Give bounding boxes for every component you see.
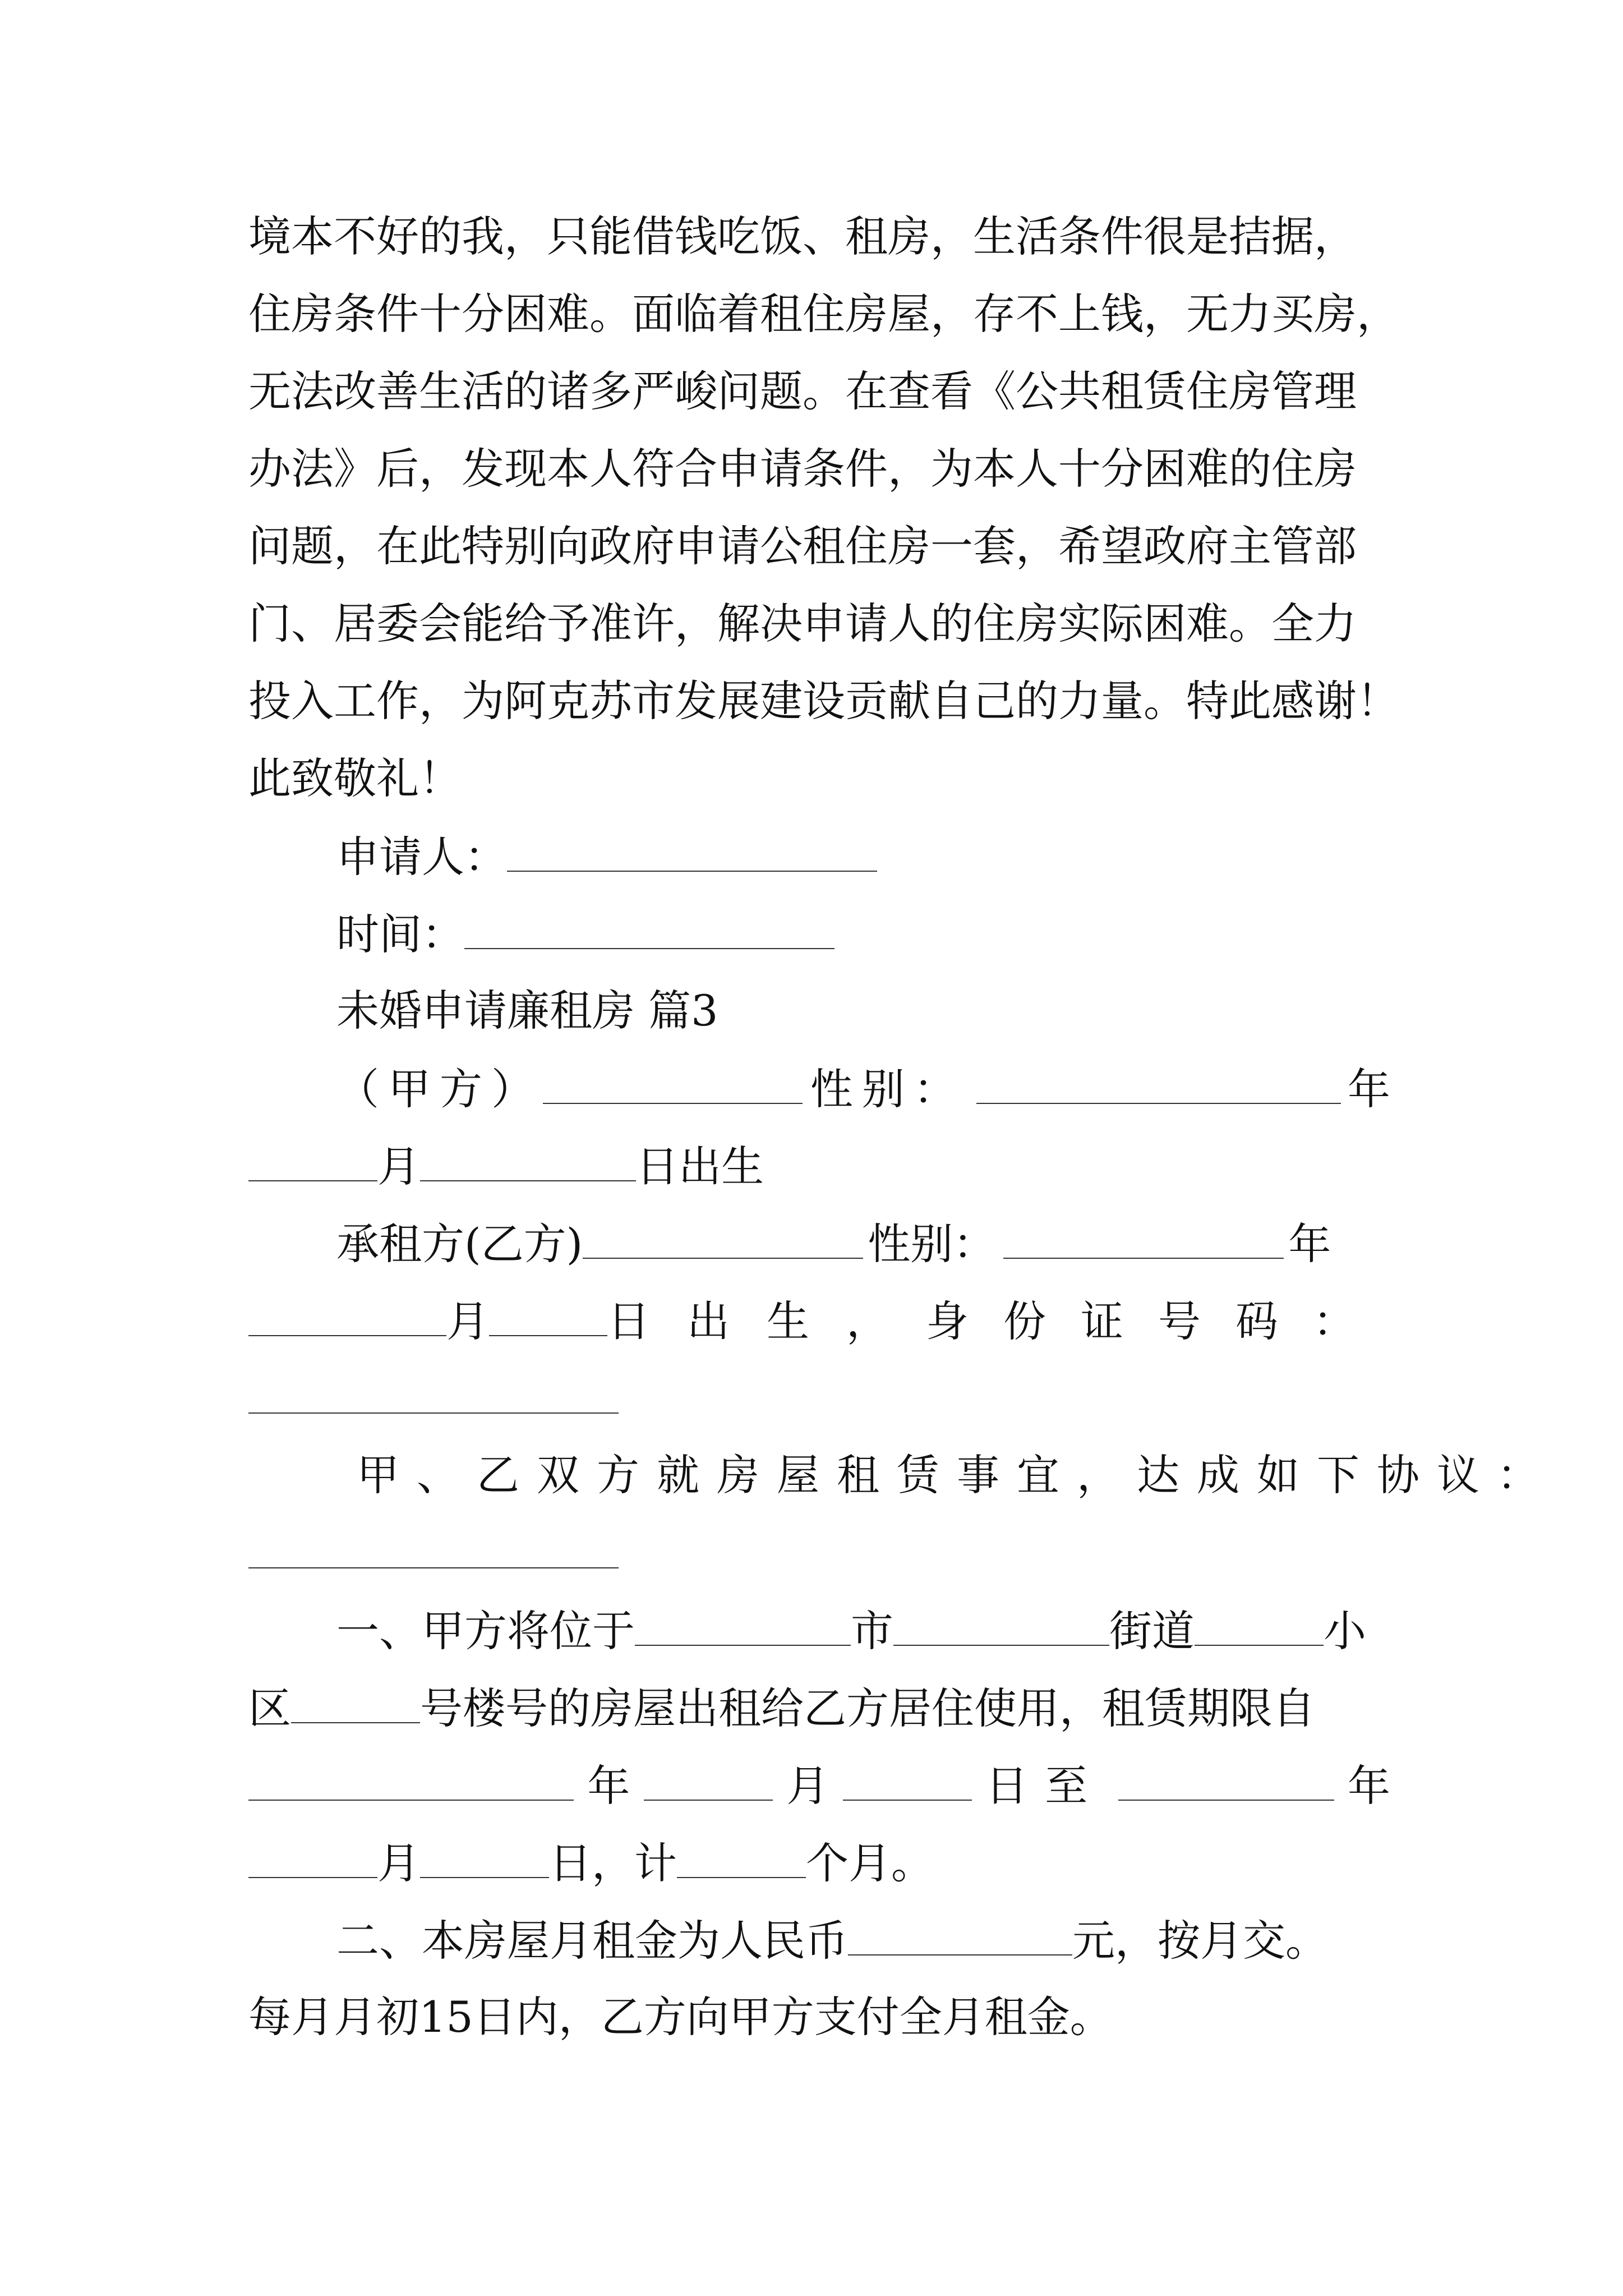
start-month-blank[interactable] <box>644 1757 773 1801</box>
party-a-label: （甲方） <box>336 1064 543 1114</box>
paragraph-line-7: 投入工作，为阿克苏市发展建设贡献自己的力量。特此感谢！ <box>248 676 1399 726</box>
applicant-row <box>336 828 1390 884</box>
id-label: 身份证号码： <box>926 1296 1390 1346</box>
xiao-char: 小 <box>1324 1606 1366 1656</box>
end-year-label: 年 <box>1347 1761 1390 1811</box>
months-count-blank[interactable] <box>677 1834 806 1878</box>
city-blank[interactable] <box>635 1602 851 1646</box>
end-month-label: 月 <box>377 1838 420 1888</box>
clause1-row-1 <box>336 1602 1390 1658</box>
city-label: 市 <box>851 1606 893 1656</box>
months-label: 个月。 <box>806 1838 934 1888</box>
month-label-a: 月 <box>377 1142 420 1191</box>
clause1-intro: 一、甲方将位于 <box>336 1606 635 1656</box>
date-row <box>336 905 1390 961</box>
id-number-blank[interactable] <box>248 1370 619 1414</box>
born-label-b: 日出生， <box>607 1296 926 1346</box>
clause1-row-4 <box>248 1834 1390 1890</box>
building-blank[interactable] <box>291 1680 420 1723</box>
month-label-b: 月 <box>446 1296 490 1346</box>
date-label: 时间： <box>336 909 464 959</box>
clause2-unit: 元，按月交。 <box>1072 1916 1328 1966</box>
agreement-blank-row <box>248 1525 1390 1581</box>
party-a-month-blank[interactable] <box>248 1138 377 1181</box>
clause2-row-2: 每月月初15日内，乙方向甲方支付全月租金。 <box>248 1992 1113 2042</box>
gender-label-a: 性别： <box>810 1064 965 1114</box>
party-a-birth-row <box>248 1138 1390 1194</box>
paragraph-line-1: 境本不好的我，只能借钱吃饭、租房，生活条件很是拮据， <box>248 211 1357 261</box>
clause1-body: 号楼号的房屋出租给乙方居住使用，租赁期限自 <box>420 1683 1315 1733</box>
agreement-blank[interactable] <box>248 1525 619 1568</box>
clause1-row-3 <box>248 1757 1390 1813</box>
agreement-intro: 甲、乙双方就房屋租赁事宜，达成如下协议： <box>357 1450 1557 1500</box>
id-blank-row <box>248 1370 1390 1426</box>
year-label-b: 年 <box>1288 1219 1331 1269</box>
party-a-row <box>336 1060 1390 1116</box>
party-b-month-blank[interactable] <box>248 1292 446 1336</box>
clause2-row-1 <box>336 1912 1390 1968</box>
street-label: 街道 <box>1109 1606 1195 1656</box>
total-label: 日，计 <box>549 1838 677 1888</box>
rent-amount-blank[interactable] <box>848 1912 1072 1955</box>
to-label: 日至 <box>985 1761 1105 1811</box>
end-year-blank[interactable] <box>1118 1757 1334 1801</box>
party-b-gender-blank[interactable] <box>1003 1215 1284 1259</box>
party-b-row <box>336 1215 1390 1271</box>
applicant-blank[interactable] <box>507 828 877 872</box>
paragraph-line-6: 门、居委会能给予准许，解决申请人的住房实际困难。全力 <box>248 599 1357 648</box>
date-blank[interactable] <box>464 905 834 949</box>
street-blank[interactable] <box>893 1602 1109 1646</box>
party-b-name-blank[interactable] <box>583 1215 863 1259</box>
start-month-label: 月 <box>786 1761 829 1811</box>
party-b-label: 承租方(乙方) <box>336 1219 583 1269</box>
paragraph-line-2: 住房条件十分困难。面临着租住房屋，存不上钱，无力买房， <box>248 289 1399 339</box>
clause1-row-2 <box>248 1680 1390 1736</box>
party-b-birth-row <box>248 1292 1390 1349</box>
closing-line: 此致敬礼！ <box>248 753 462 803</box>
paragraph-line-4: 办法》后，发现本人符合申请条件，为本人十分困难的住房 <box>248 444 1357 494</box>
paragraph-line-5: 问题，在此特别向政府申请公租住房一套，希望政府主管部 <box>248 521 1357 571</box>
party-a-name-blank[interactable] <box>543 1060 803 1104</box>
clause2-intro: 二、本房屋月租金为人民币 <box>336 1916 848 1966</box>
start-day-blank[interactable] <box>843 1757 972 1801</box>
party-a-gender-blank[interactable] <box>976 1060 1341 1104</box>
section-heading: 未婚申请廉租房 篇3 <box>336 986 718 1036</box>
community-blank[interactable] <box>1195 1602 1324 1646</box>
party-b-day-blank[interactable] <box>489 1292 607 1336</box>
gender-label-b: 性别： <box>868 1219 996 1269</box>
qu-char: 区 <box>248 1683 291 1733</box>
start-year-blank[interactable] <box>248 1757 574 1801</box>
paragraph-line-3: 无法改善生活的诸多严峻问题。在查看《公共租赁住房管理 <box>248 366 1357 416</box>
applicant-label: 申请人： <box>336 832 507 882</box>
end-month-blank[interactable] <box>248 1834 377 1878</box>
born-label-a: 日出生 <box>636 1142 764 1191</box>
year-label-a: 年 <box>1348 1064 1390 1114</box>
start-year-label: 年 <box>587 1761 630 1811</box>
party-a-day-blank[interactable] <box>420 1138 636 1181</box>
end-day-blank[interactable] <box>420 1834 549 1878</box>
